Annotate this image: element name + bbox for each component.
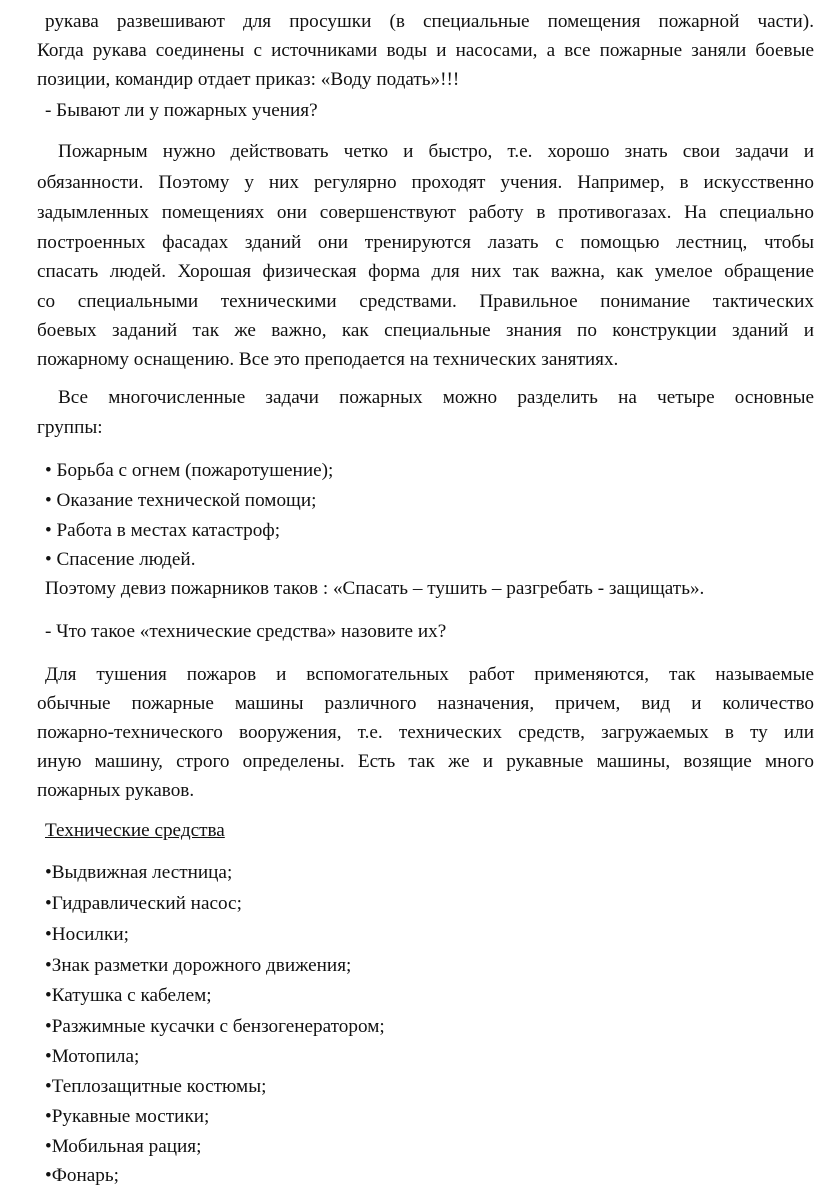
task-list-item: • Работа в местах катастроф; [45,520,281,541]
paragraph-4-line: пожарно-технического вооружения, т.е. технических средств, загружаемых в ту или [37,722,814,743]
equipment-list-item: •Теплозащитные костюмы; [45,1076,267,1097]
paragraph-3-line: Все многочисленные задачи пожарных можно разделить на четыре основные [58,387,814,408]
task-list-item: • Спасение людей. [45,549,196,570]
equipment-list-item: •Мотопила; [45,1046,140,1067]
question-2: - Что такое «технические средства» назовите их? [45,621,447,642]
paragraph-4-line: обычные пожарные машины различного назначения, причем, вид и количество [37,693,814,714]
paragraph-2-line: задымленных помещениях они совершенствуют работу в противогазах. На специально [37,202,814,223]
paragraph-1-line: Когда рукава соединены с источниками воды и насосами, а все пожарные заняли боевые [37,40,814,61]
paragraph-4-line: пожарных рукавов. [37,780,195,801]
equipment-list-item: •Мобильная рация; [45,1136,202,1157]
question-1: - Бывают ли у пожарных учения? [45,100,318,121]
equipment-heading [45,816,814,846]
paragraph-2-line: построенных фасадах зданий они тренируются лазать с помощью лестниц, чтобы [37,232,814,253]
paragraph-4-line: иную машину, строго определены. Есть так же и рукавные машины, возящие много [37,751,814,772]
task-list-item: • Борьба с огнем (пожаротушение); [45,460,334,481]
paragraph-4-line: Для тушения пожаров и вспомогательных работ применяются, так называемые [45,664,814,685]
paragraph-3-line: группы: [37,417,103,438]
equipment-list-item: •Гидравлический насос; [45,893,242,914]
equipment-list-item: •Катушка с кабелем; [45,985,212,1006]
paragraph-2-line: пожарному оснащению. Все это преподается на технических занятиях. [37,349,619,370]
paragraph-1-line: рукава развешивают для просушки (в специальные помещения пожарной части). [45,11,814,32]
paragraph-2-line: спасать людей. Хорошая физическая форма для них так важна, как умелое обращение [37,261,814,282]
paragraph-1-line: позиции, командир отдает приказ: «Воду подать»!!! [37,69,460,90]
equipment-list-item: •Выдвижная лестница; [45,862,233,883]
equipment-list-item: •Разжимные кусачки с бензогенератором; [45,1016,385,1037]
equipment-list-item: •Фонарь; [45,1165,119,1186]
equipment-list-item: •Рукавные мостики; [45,1106,210,1127]
task-list-item: • Оказание технической помощи; [45,490,317,511]
equipment-list-item: •Носилки; [45,924,129,945]
motto-line: Поэтому девиз пожарников таков : «Спасать – тушить – разгребать - защищать». [45,578,705,599]
paragraph-2-line: обязанности. Поэтому у них регулярно проходят учения. Например, в искусственно [37,172,814,193]
equipment-heading-text: Технические средства [45,820,225,841]
paragraph-2-line: боевых заданий так же важно, как специальные знания по конструкции зданий и [37,320,814,341]
paragraph-2-line: со специальными техническими средствами. Правильное понимание тактических [37,291,814,312]
paragraph-2-line: Пожарным нужно действовать четко и быстро, т.е. хорошо знать свои задачи и [58,141,814,162]
equipment-list-item: •Знак разметки дорожного движения; [45,955,352,976]
